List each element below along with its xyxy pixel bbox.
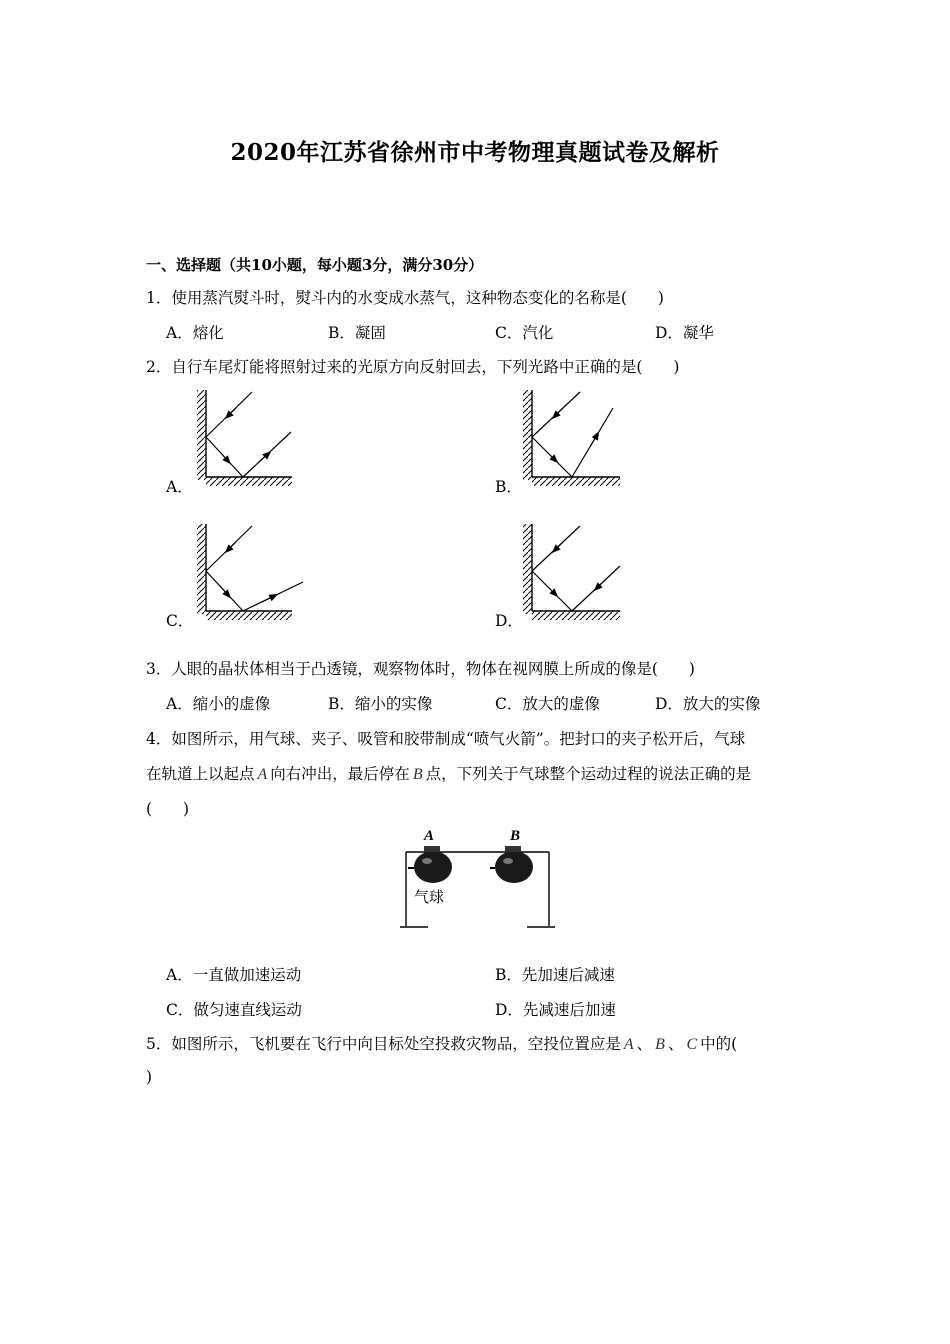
q2-label-a: A． — [166, 478, 193, 496]
question-5-line-2: ) — [146, 1068, 153, 1086]
q4-text-b: 向右冲出，最后停在 — [270, 765, 410, 783]
q4-var-b: B — [412, 766, 423, 783]
q1-option-c: C．汽化 — [495, 324, 554, 342]
q4-text-c: 点，下列关于气球整个运动过程的说法正确的是 — [425, 765, 752, 783]
q1-option-b: B．凝固 — [328, 324, 386, 342]
q4-option-a: A．一直做加速运动 — [166, 966, 302, 984]
q5-sep-2: 、 — [667, 1035, 684, 1053]
q5-sep-1: 、 — [636, 1035, 653, 1053]
q4-option-b: B．先加速后减速 — [495, 966, 615, 984]
q2-label-d: D． — [495, 612, 523, 630]
question-5-line-1 — [146, 1032, 737, 1054]
q4-figure-label-b: B — [510, 828, 521, 844]
q2-label-b: B． — [495, 478, 522, 496]
q3-option-c: C．放大的虚像 — [495, 695, 600, 713]
q5-text-a: 5．如图所示，飞机要在飞行中向目标处空投救灾物品，空投位置应是 — [146, 1035, 621, 1053]
question-4-line-1: 4．如图所示，用气球、夹子、吸管和胶带制成“喷气火箭”。把封口的夹子松开后，气球 — [146, 730, 746, 748]
question-1-stem: 1．使用蒸汽熨斗时，熨斗内的水变成水蒸气，这种物态变化的名称是( ) — [146, 289, 664, 307]
q2-label-c: C． — [166, 612, 194, 630]
q5-text-b: 中的( — [700, 1035, 738, 1053]
q5-var-b: B — [655, 1036, 665, 1053]
question-4-line-3: ( ) — [146, 800, 190, 818]
question-4-line-2 — [146, 762, 751, 784]
q2-figure-a — [197, 390, 292, 486]
q5-var-a: A — [623, 1036, 634, 1053]
q4-var-a: A — [257, 766, 268, 783]
balloon-a — [414, 851, 452, 883]
q4-figure-balloon-label: 气球 — [414, 888, 445, 906]
q4-text-a: 在轨道上以起点 — [146, 765, 255, 783]
question-2-stem: 2．自行车尾灯能将照射过来的光原方向反射回去，下列光路中正确的是( ) — [146, 358, 680, 376]
page-title: 2020年江苏省徐州市中考物理真题试卷及解析 — [230, 139, 720, 166]
q5-var-c: C — [686, 1036, 698, 1053]
balloon-b — [495, 851, 533, 883]
question-3-stem: 3．人眼的晶状体相当于凸透镜，观察物体时，物体在视网膜上所成的像是( ) — [146, 660, 695, 678]
q4-option-c: C．做匀速直线运动 — [166, 1001, 302, 1019]
q4-option-d: D．先减速后加速 — [495, 1001, 616, 1019]
q1-option-d: D．凝华 — [655, 324, 714, 342]
q2-figure-d — [523, 524, 620, 620]
q2-figure-b — [523, 390, 620, 486]
q3-option-d: D．放大的实像 — [655, 695, 761, 713]
q3-option-a: A．缩小的虚像 — [166, 695, 271, 713]
q2-figure-c — [197, 524, 303, 620]
section-heading: 一、选择题（共10小题，每小题3分，满分30分） — [146, 256, 484, 274]
q1-option-a: A．熔化 — [166, 324, 224, 342]
q4-figure-label-a: A — [424, 828, 435, 844]
q3-option-b: B．缩小的实像 — [328, 695, 433, 713]
